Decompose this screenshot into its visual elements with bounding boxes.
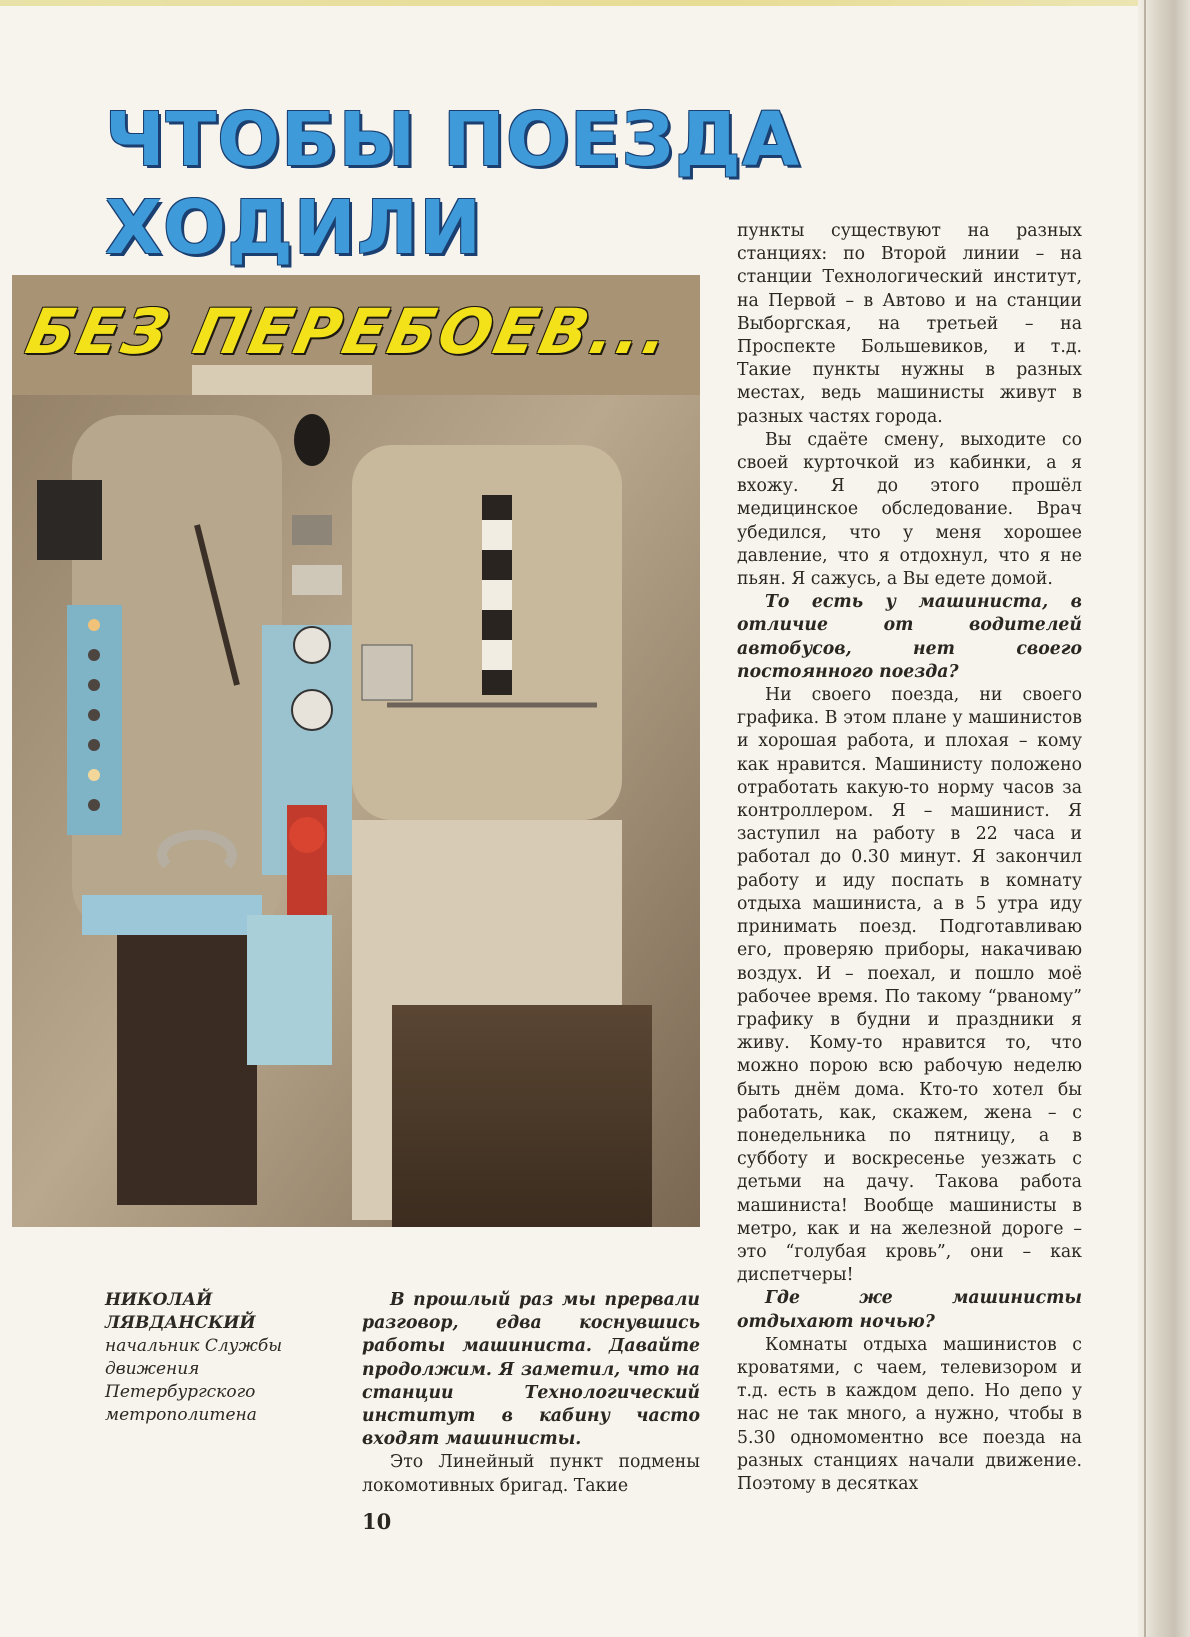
interview-question: То есть у машиниста, в отличие от водителей автобусов, нет своего постоянного поезда? xyxy=(737,592,1082,682)
article-subtitle: БЕЗ ПЕРЕБОЕВ... xyxy=(20,295,679,368)
article-headline xyxy=(105,96,800,272)
train-cab-photo xyxy=(12,275,700,1227)
page-top-strip xyxy=(0,0,1190,6)
interview-question: Где же машинисты отдыхают ночью? xyxy=(737,1288,1082,1332)
page-binding-edge xyxy=(1138,0,1190,1637)
author-name: НИКОЛАЙ ЛЯВДАНСКИЙ xyxy=(105,1290,256,1333)
interview-answer: Это Линейный пункт подмены локомотивных бригад. Такие xyxy=(362,1452,700,1496)
interview-answer: Комнаты отдыха машинистов с кроватями, с чаем, телевизором и т.д. есть в каждом депо. Но депо у нас не так много, а нужно, чтобы в 5.30 одномоментно все поезда на разных станциях начали движение. Поэтому в десятках xyxy=(737,1334,1082,1494)
headline-line-2: ХОДИЛИ xyxy=(105,185,483,271)
interview-answer-continuation: пункты существуют на разных станциях: по Второй линии – на станции Технологический институт, на Первой – в Автово и на станции Выборгская, на третьей – на Проспекте Большевиков, и т.д. Такие пункты нужны в разных местах, ведь машинисты живут в разных частях города. xyxy=(737,221,1082,427)
interview-question: В прошлый раз мы прервали разговор, едва коснувшись работы машиниста. Давайте продолжим. Я заметил, что на станции Технологический институт в кабину часто входят машинисты. xyxy=(362,1290,700,1450)
interview-answer: Ни своего поезда, ни своего графика. В этом плане у машинистов и хорошая работа, и плохая – кому как нравится. Машинисту положено отработать какую-то норму часов за контроллером. Я – машинист. Я заступил на работу в 22 часа и работал до 0.30 минут. Я закончил работу и иду поспать в комнату отдыха машиниста, а в 5 утра иду принимать поезд. Подготавливаю его, проверяю приборы, накачиваю воздух. И – поехал, и пошло моё рабочее время. По такому “рваному” графику в будни и праздники я живу. Кому-то нравится то, что можно порою всю рабочую неделю быть днём дома. Кто-то хотел бы работать, как, скажем, жена – с понедельника по пятницу, а в субботу и воскресенье уезжать с детьми на дачу. Такова работа машиниста! Вообще машинисты в метро, как и на железной дороге – это “голубая кровь”, они – как диспетчеры! xyxy=(737,685,1082,1286)
article-column-right xyxy=(737,220,1082,1496)
author-byline xyxy=(105,1289,325,1427)
article-column-middle xyxy=(362,1289,700,1498)
train-cab-photo-icon xyxy=(12,275,700,1227)
page-number: 10 xyxy=(362,1509,392,1534)
interview-answer: Вы сдаёте смену, выходите со своей курточкой из кабинки, а я вхожу. Я до этого прошёл медицинское обследование. Врач убедился, что у меня хорошее давление, что я отдохнул, что я не пьян. Я сажусь, а Вы едете домой. xyxy=(737,429,1082,590)
author-position: начальник Службы движения Петербургского метрополитена xyxy=(105,1336,283,1425)
headline-line-1: ЧТОБЫ ПОЕЗДА xyxy=(105,97,801,183)
